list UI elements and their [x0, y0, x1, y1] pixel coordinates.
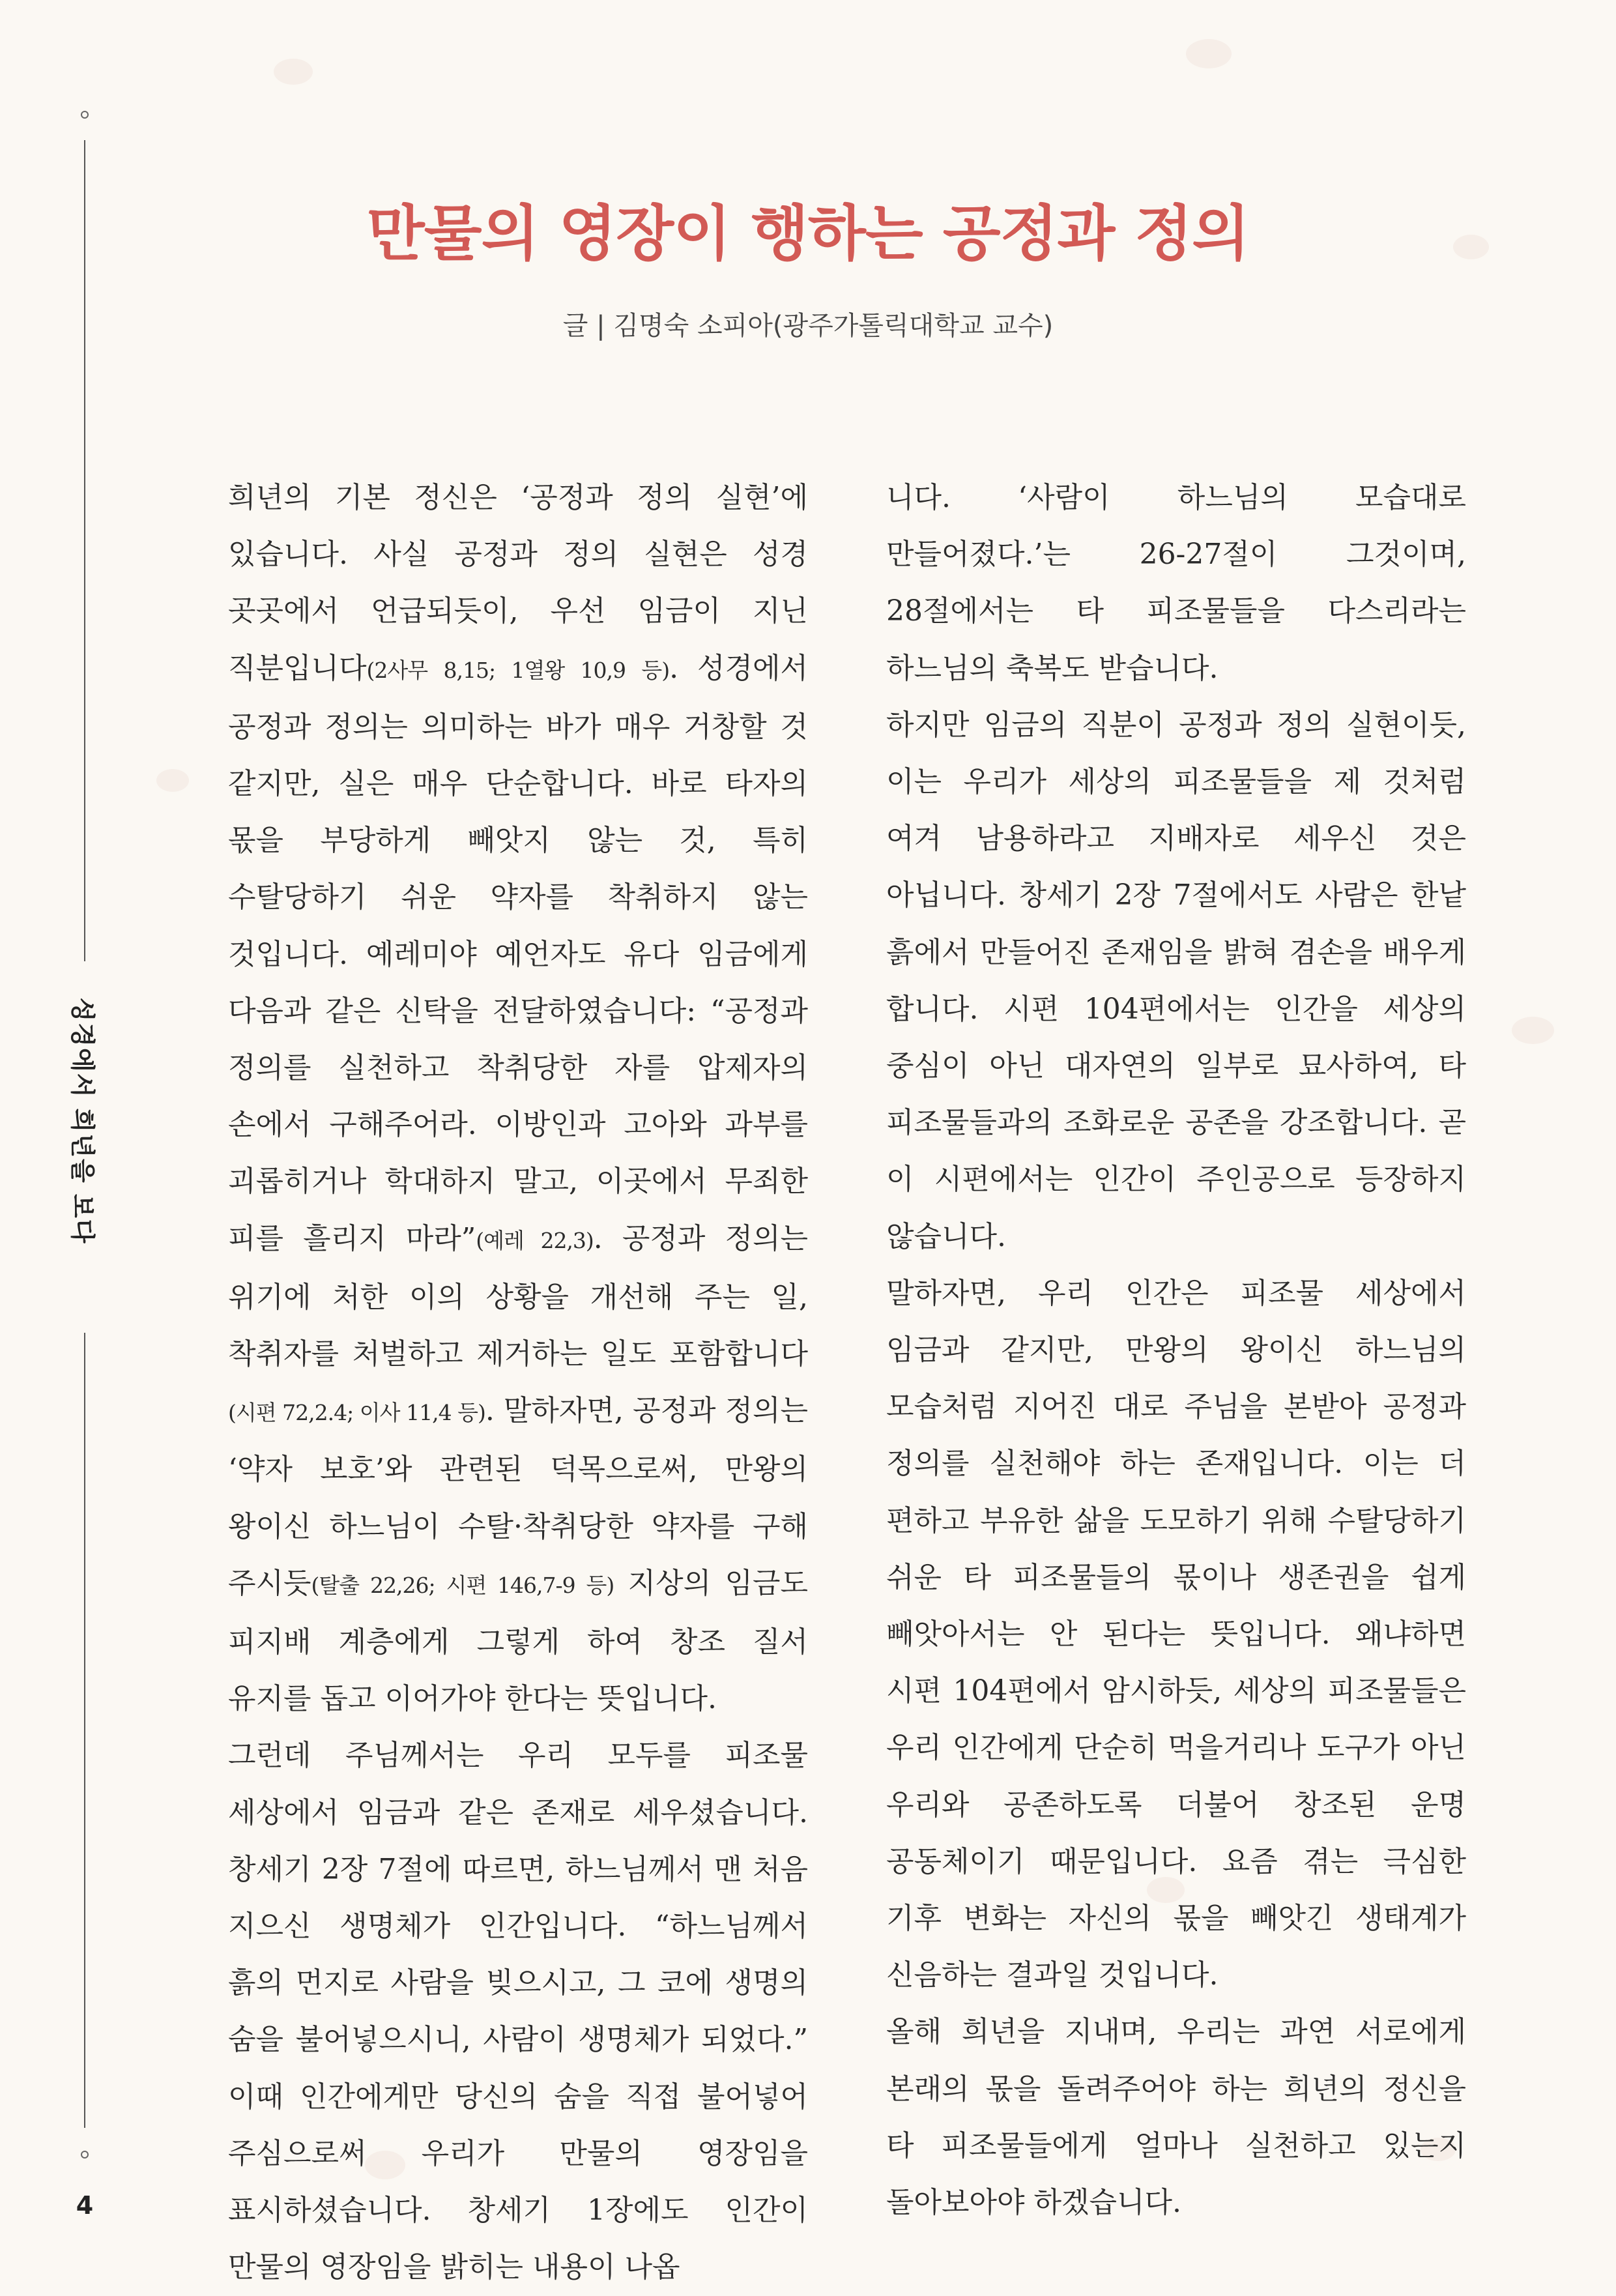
- section-label: 성경에서 희년을 보다: [68, 997, 97, 1245]
- rail-bottom-dot: [81, 2151, 89, 2158]
- paragraph: 말하자면, 우리 인간은 피조물 세상에서 임금과 같지만, 만왕의 왕이신 하느님의 모습처럼 지어진 대로 주님을 본받아 공정과 정의를 실천해야 하는 존재입니다. 이는 더 편하고 부유한 삶을 도모하기 위해 수탈당하기 쉬운 타 피조물들의 몫이나 생존권을 쉽게 빼앗아서는 안 된다는 뜻입니다. 왜냐하면 시편 104편에서 암시하듯, 세상의 피조물들은 우리 인간에게 단순히 먹을거리나 도구가 아닌 우리와 공존하도록 더불어 창조된 운명 공동체이기 때문입니다. 요즘 겪는 극심한 기후 변화는 자신의 몫을 빼앗긴 생태계가 신음하는 결과일 것입니다.: [886, 1276, 1466, 1992]
- background-blot: [1512, 1017, 1554, 1044]
- scripture-reference: (탈출 22,26; 시편 146,7-9 등): [311, 1572, 614, 1598]
- article-title: 만물의 영장이 행하는 공정과 정의: [366, 199, 1250, 269]
- rail-top-dot: [81, 111, 89, 119]
- page-number: 4: [76, 2191, 94, 2220]
- side-rail: [68, 0, 98, 2286]
- scripture-reference: (2사무 8,15; 1열왕 10,9 등): [366, 657, 670, 683]
- background-blot: [274, 59, 313, 85]
- article-byline: 글 | 김명숙 소피아(광주가톨릭대학교 교수): [562, 311, 1054, 341]
- scripture-reference: (시편 72,2.4; 이사 11,4 등): [228, 1400, 485, 1426]
- paragraph: 니다. ‘사람이 하느님의 모습대로 만들어졌다.’는 26-27절이 그것이며, 28절에서는 타 피조물들을 다스리라는 하느님의 축복도 받습니다.: [886, 481, 1466, 685]
- scripture-reference: (예레 22,3): [476, 1227, 594, 1253]
- paragraph: 올해 희년을 지내며, 우리는 과연 서로에게 본래의 몫을 돌려주어야 하는 희년의 정신을 타 피조물들에게 얼마나 실천하고 있는지 돌아보아야 하겠습니다.: [886, 2015, 1466, 2220]
- rail-line-bottom: [84, 1333, 85, 2128]
- background-blot: [156, 769, 189, 792]
- paragraph: 희년의 기본 정신은 ‘공정과 정의 실현’에 있습니다. 사실 공정과 정의 실현은 성경 곳곳에서 언급되듯이, 우선 임금이 지닌 직분입니다(2사무 8,15; 1열왕 10,9 등). 성경에서 공정과 정의는 의미하는 바가 매우 거창할 것 같지만, 실은 매우 단순합니다. 바로 타자의 몫을 부당하게 빼앗지 않는 것, 특히 수탈당하기 쉬운 약자를 착취하지 않는 것입니다. 예레미야 예언자도 유다 임금에게 다음과 같은 신탁을 전달하였습니다: “공정과 정의를 실천하고 착취당한 자를 압제자의 손에서 구해주어라. 이방인과 고아와 과부를 괴롭히거나 학대하지 말고, 이곳에서 무죄한 피를 흘리지 마라”(예레 22,3). 공정과 정의는 위기에 처한 이의 상황을 개선해 주는 일, 착취자를 처벌하고 제거하는 일도 포함합니다(시편 72,2.4; 이사 11,4 등). 말하자면, 공정과 정의는 ‘약자 보호’와 관련된 덕목으로써, 만왕의 왕이신 하느님이 수탈·착취당한 약자를 구해 주시듯(탈출 22,26; 시편 146,7-9 등) 지상의 임금도 피지배 계층에게 그렇게 하여 창조 질서 유지를 돕고 이어가야 한다는 뜻입니다.: [228, 481, 809, 1716]
- paragraph: 하지만 임금의 직분이 공정과 정의 실현이듯, 이는 우리가 세상의 피조물들을 제 것처럼 여겨 남용하라고 지배자로 세우신 것은 아닙니다. 창세기 2장 7절에서도 사람은 한낱 흙에서 만들어진 존재임을 밝혀 겸손을 배우게 합니다. 시편 104편에서는 인간을 세상의 중심이 아닌 대자연의 일부로 묘사하여, 타 피조물들과의 조화로운 공존을 강조합니다. 곧 이 시편에서는 인간이 주인공으로 등장하지 않습니다.: [886, 708, 1466, 1253]
- background-blot: [1186, 39, 1232, 68]
- paragraph: 그런데 주님께서는 우리 모두를 피조물 세상에서 임금과 같은 존재로 세우셨습니다. 창세기 2장 7절에 따르면, 하느님께서 맨 처음 지으신 생명체가 인간입니다. “하느님께서 흙의 먼지로 사람을 빚으시고, 그 코에 생명의 숨을 불어넣으시니, 사람이 생명체가 되었다.” 이때 인간에게만 당신의 숨을 직접 불어넣어 주심으로써 우리가 만물의 영장임을 표시하셨습니다. 창세기 1장에도 인간이 만물의 영장임을 밝히는 내용이 나옵: [228, 1739, 808, 2284]
- article-column-left: [228, 469, 808, 2296]
- article-column-right: [886, 469, 1466, 2231]
